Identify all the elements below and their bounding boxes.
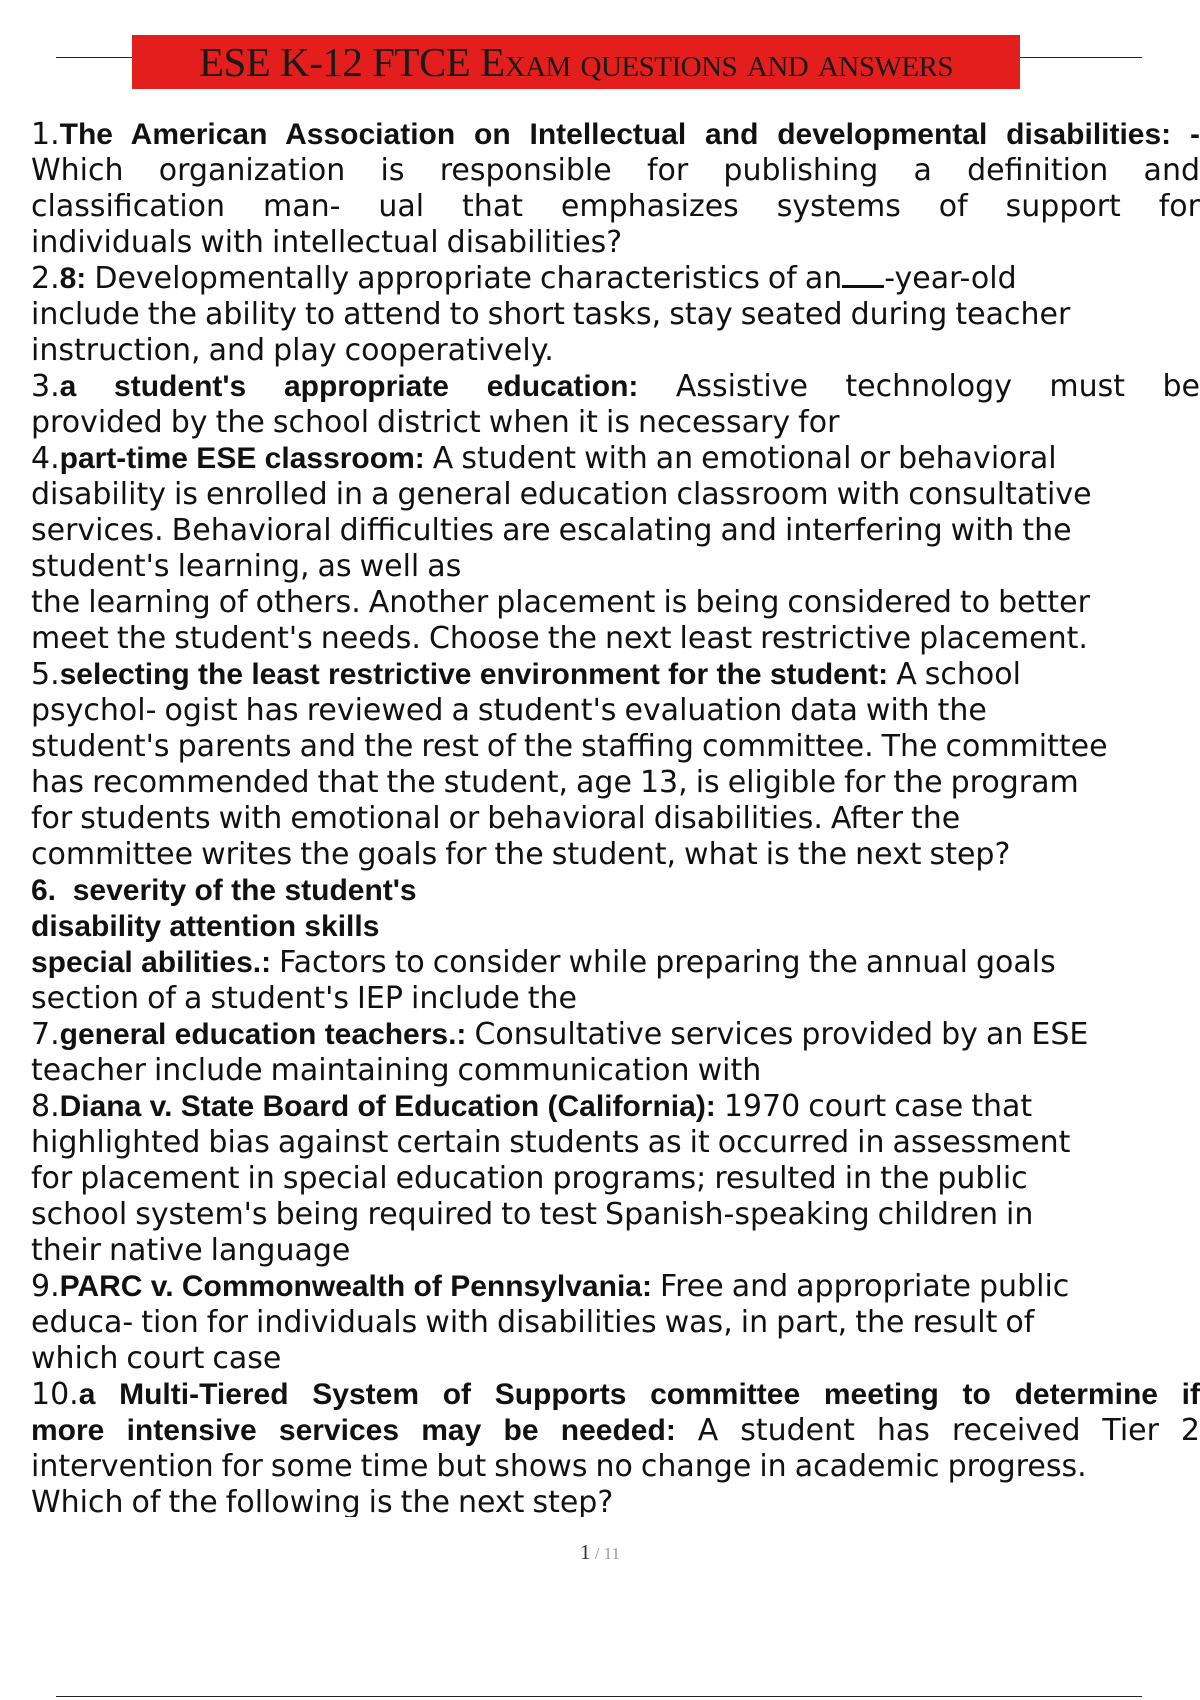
item-number: 6. — [31, 874, 57, 907]
item-number: 8. — [31, 1089, 60, 1124]
item-text-line: include the ability to attend to short tasks, stay seated during teacher — [31, 297, 1071, 332]
item-number: 7. — [31, 1017, 60, 1052]
item-term: disability attention skills — [31, 910, 380, 943]
item-text-line: has recommended that the student, age 13, is eligible for the program — [31, 765, 1079, 800]
list-item — [31, 1089, 1200, 1269]
item-first-line — [31, 369, 1200, 405]
list-item — [31, 441, 1200, 657]
list-item — [31, 369, 1200, 441]
item-number: 9. — [31, 1269, 60, 1304]
item-term: Diana v. State Board of Education (California): — [59, 1090, 716, 1123]
item-text-line: services. Behavioral difficulties are escalating and interfering with the — [31, 513, 1072, 548]
item-first-line — [31, 1377, 1200, 1413]
item-term-line — [31, 1413, 1200, 1449]
list-item — [31, 1017, 1200, 1089]
item-text-line: committee writes the goals for the student, what is the next step? — [31, 837, 1011, 872]
item-text-line: student's parents and the rest of the staffing committee. The committee — [31, 729, 1108, 764]
item-first-line — [31, 657, 1200, 693]
item-text: Free and appropriate public — [651, 1269, 1070, 1304]
item-term: selecting the least restrictive environment for the student: — [59, 658, 889, 691]
item-term-line — [31, 945, 1200, 981]
item-text-line: student's learning, as well as — [31, 549, 462, 584]
item-text-line: intervention for some time but shows no change in academic progress. — [31, 1449, 1087, 1484]
question-list — [31, 117, 1200, 1517]
total-page-count: 11 — [603, 1544, 621, 1563]
document-title: ESE K-12 FTCE Exam questions and answers — [132, 35, 1020, 89]
item-term: 8: — [59, 262, 87, 295]
item-text-line: Which organization is responsible for publishing a definition and — [31, 153, 1200, 188]
item-number: 1. — [31, 117, 60, 152]
item-text-line: psychol- ogist has reviewed a student's evaluation data with the — [31, 693, 987, 728]
item-text-line: highlighted bias against certain students as it occurred in assessment — [31, 1125, 1071, 1160]
item-term: PARC v. Commonwealth of Pennsylvania: — [59, 1270, 652, 1303]
item-text-line: meet the student's needs. Choose the next least restrictive placement. — [31, 621, 1088, 656]
item-term: The American Association on Intellectual and developmental disabilities: - — [59, 118, 1200, 151]
item-text-line: the learning of others. Another placement is being considered to better — [31, 585, 1090, 620]
footer-rule — [56, 1696, 1142, 1697]
list-item — [31, 657, 1200, 873]
item-text: A school — [888, 657, 1021, 692]
item-text-line: individuals with intellectual disabilities? — [31, 225, 623, 260]
item-term: part-time ESE classroom: — [59, 442, 425, 475]
item-first-line — [31, 873, 1200, 909]
item-term: severity of the student's — [72, 874, 417, 907]
item-term: more intensive services may be needed: — [31, 1414, 676, 1447]
item-number: 5. — [31, 657, 60, 692]
list-item — [31, 117, 1200, 261]
item-first-line — [31, 261, 1200, 297]
item-number: 2. — [31, 261, 60, 296]
item-term: general education teachers.: — [59, 1018, 467, 1051]
item-text: A student with an emotional or behavioral — [424, 441, 1057, 476]
item-first-line — [31, 1017, 1200, 1053]
item-text-line: which court case — [31, 1341, 282, 1376]
item-text-line: their native language — [31, 1233, 351, 1268]
item-text-line: Which of the following is the next step? — [31, 1485, 614, 1517]
page-indicator — [0, 1540, 1200, 1565]
item-number: 10. — [31, 1377, 79, 1412]
item-number: 3. — [31, 369, 60, 404]
list-item — [31, 261, 1200, 369]
item-text-line: for placement in special education programs; resulted in the public — [31, 1161, 1028, 1196]
item-text-line: disability is enrolled in a general education classroom with consultative — [31, 477, 1092, 512]
item-term: a student's appropriate education: — [59, 370, 639, 403]
item-text-line: provided by the school district when it is necessary for — [31, 405, 840, 440]
item-text-line: instruction, and play cooperatively. — [31, 333, 554, 368]
item-text-line: school system's being required to test Spanish-speaking children in — [31, 1197, 1034, 1232]
item-text-line: classification man- ual that emphasizes systems of support for — [31, 189, 1200, 224]
item-text-line: educa- tion for individuals with disabilities was, in part, the result of — [31, 1305, 1035, 1340]
item-text: 1970 court case that — [715, 1089, 1033, 1124]
item-number: 4. — [31, 441, 60, 476]
item-text: A student has received Tier 2 — [675, 1413, 1200, 1448]
item-text: Consultative services provided by an ESE — [466, 1017, 1089, 1052]
item-term: special abilities.: — [31, 946, 272, 979]
item-text: Factors to consider while preparing the annual goals — [271, 945, 1056, 980]
item-text: Assistive technology must be — [638, 369, 1200, 404]
fill-in-blank — [842, 263, 884, 288]
current-page-number: 1 — [579, 1540, 591, 1564]
item-first-line — [31, 1089, 1200, 1125]
item-first-line — [31, 1269, 1200, 1305]
list-item — [31, 873, 1200, 1017]
item-text: -year-old — [884, 261, 1017, 296]
list-item — [31, 1269, 1200, 1377]
page-separator: / — [590, 1544, 604, 1563]
item-text-line: section of a student's IEP include the — [31, 981, 577, 1016]
item-first-line — [31, 441, 1200, 477]
item-text-line: teacher include maintaining communication with — [31, 1053, 762, 1088]
item-text-line: for students with emotional or behavioral disabilities. After the — [31, 801, 961, 836]
list-item — [31, 1377, 1200, 1517]
item-first-line — [31, 117, 1200, 153]
item-term: a Multi-Tiered System of Supports committee meeting to determine if — [78, 1378, 1200, 1411]
item-text: Developmentally appropriate characteristics of an — [86, 261, 843, 296]
